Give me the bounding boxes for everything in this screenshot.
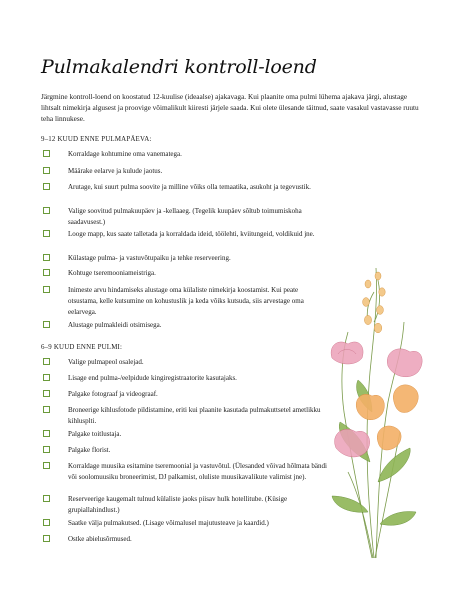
- checkbox[interactable]: [43, 535, 50, 542]
- checklist-item: Korraldage muusika esitamine tseremoonial ja vastuvõtul. (Ülesanded võivad hõlmata bändi või soolomuusiku broneerimist, DJ palkamist, oluliste muusikavalikute valimist jne).: [43, 461, 328, 483]
- checklist-item: Alustage pulmakleidi otsimisega.: [43, 320, 328, 331]
- checkbox[interactable]: [43, 183, 50, 190]
- checklist-item: Looge mapp, kus saate talletada ja korraldada ideid, töölehti, kviitungeid, voldikuid jne.: [43, 229, 328, 240]
- intro-paragraph: Järgmine kontroll-loend on koostatud 12-kuulise (ideaalse) ajakavaga. Kui plaanite oma pulmi lühema ajakava järgi, alustage lihtsalt nimekirja algusest ja proovige võimalikult kiiresti järjele saada. Kui olete ülesande täitnud, saate vasakul vastavasse ruutu teha linnukese.: [41, 92, 419, 123]
- orange-flower-right: [393, 385, 418, 413]
- checkbox[interactable]: [43, 495, 50, 502]
- checkbox[interactable]: [43, 374, 50, 381]
- lily-buds: [363, 272, 386, 333]
- checklist-item: Ostke abielusõrmused.: [43, 534, 328, 545]
- flower-illustration: [318, 262, 428, 562]
- section-heading-6-9: 6–9 KUUD ENNE PULMI:: [41, 344, 123, 351]
- checkbox[interactable]: [43, 519, 50, 526]
- checklist-item: Külastage pulma- ja vastuvõtupaiku ja tehke reserveering.: [43, 253, 328, 264]
- checklist-item: Arutage, kui suurt pulma soovite ja milline võiks olla temaatika, asukoht ja tegevustik.: [43, 182, 328, 193]
- section-heading-9-12: 9–12 KUUD ENNE PULMAPÄEVA:: [41, 136, 152, 143]
- checklist-item: Palgake florist.: [43, 445, 328, 456]
- orange-flower-mid: [356, 394, 384, 420]
- checklist-item: Palgake toitlustaja.: [43, 429, 328, 440]
- pink-flower-right: [387, 349, 422, 377]
- checklist-item: Määrake eelarve ja kulude jaotus.: [43, 166, 328, 177]
- checkbox[interactable]: [43, 406, 50, 413]
- checkbox[interactable]: [43, 150, 50, 157]
- checkbox[interactable]: [43, 230, 50, 237]
- checklist-item: Korraldage kohtumine oma vanematega.: [43, 149, 328, 160]
- checkbox[interactable]: [43, 207, 50, 214]
- pink-flower-lower: [335, 429, 370, 457]
- checklist-item: Broneerige kihlusfotode pildistamine, eriti kui plaanite kasutada pulmakuttsetel ametlikku kihlusplti.: [43, 405, 328, 427]
- pink-flower-left: [331, 342, 363, 364]
- checkbox[interactable]: [43, 321, 50, 328]
- checkbox[interactable]: [43, 269, 50, 276]
- checkbox[interactable]: [43, 390, 50, 397]
- checkbox[interactable]: [43, 462, 50, 469]
- checklist-item: Inimeste arvu hindamiseks alustage oma külaliste nimekirja koostamist. Kui peate otsustama, kelle kutsumine on kohustuslik ja keda võiks kutsuda, siis arvestage oma eelarvega.: [43, 285, 328, 318]
- checklist-item: Saatke välja pulmakutsed. (Lisage võimalusel majutusteave ja kaardid.): [43, 518, 328, 529]
- page-title: Pulmakalendri kontroll-loend: [41, 56, 317, 78]
- checkbox[interactable]: [43, 254, 50, 261]
- checklist-item: Lisage end pulma-/eelpidude kingiregistraatorite kasutajaks.: [43, 373, 328, 384]
- checkbox[interactable]: [43, 286, 50, 293]
- checklist-item: Palgake fotograaf ja videograaf.: [43, 389, 328, 400]
- checklist-item: Reserveerige kaugemalt tulnud külaliste jaoks piisav hulk hotellitube. (Küsige grupiallahindlust.): [43, 494, 328, 516]
- checkbox[interactable]: [43, 430, 50, 437]
- checklist-item: Valige soovitud pulmakuupäev ja -kellaaeg. (Tegelik kuupäev sõltub toimumiskoha saadavusest.): [43, 206, 328, 228]
- checkbox[interactable]: [43, 358, 50, 365]
- checklist-item: Valige pulmapeol osalejad.: [43, 357, 328, 368]
- checkbox[interactable]: [43, 167, 50, 174]
- checklist-item: Kohtuge tseremooniameistriga.: [43, 268, 328, 279]
- checkbox[interactable]: [43, 446, 50, 453]
